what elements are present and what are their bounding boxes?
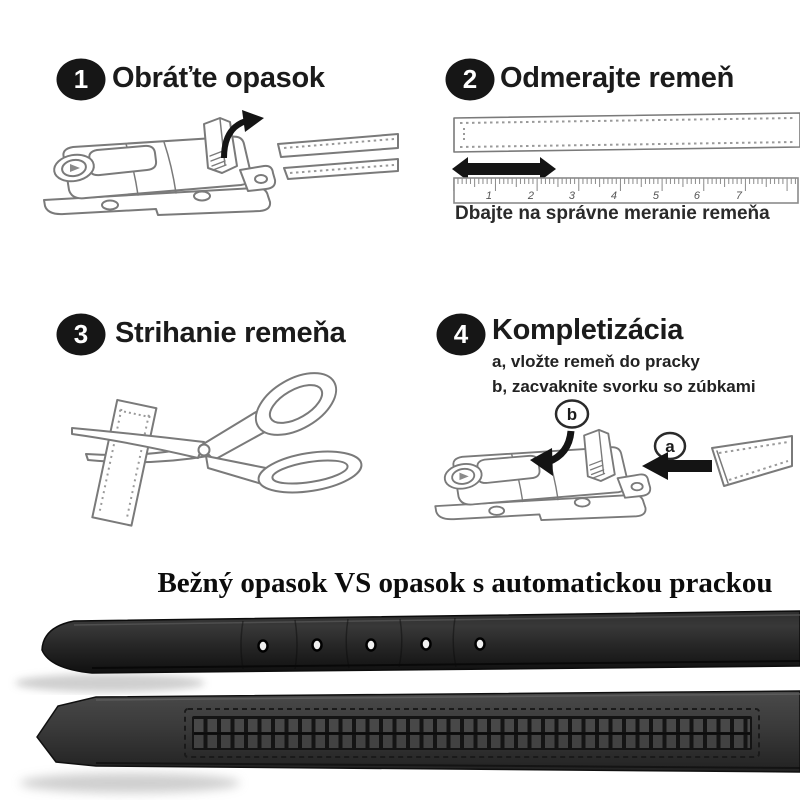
belt-strap-drawing: [278, 134, 398, 179]
cut-strap-end-drawing: [712, 436, 792, 486]
step-3-title: Strihanie remeňa: [115, 317, 346, 349]
step-4-substep-a: a, vložte remeň do pracky: [492, 352, 700, 371]
scissors-pivot-screw: [199, 445, 210, 456]
ruler-number: 2: [527, 190, 534, 202]
step-3-badge: [58, 315, 104, 354]
belt-shadow: [20, 773, 240, 793]
step-2-illustration: [452, 110, 800, 206]
scissors-handles: [199, 368, 365, 499]
ruler-number: 3: [568, 190, 575, 202]
step-4-illustration: [420, 398, 794, 542]
automatic-belt-photo: [0, 680, 800, 800]
ruler-number: 4: [610, 190, 617, 202]
step-4-substep-b: b, zacvaknite svorku so zúbkami: [492, 377, 756, 396]
step-4-number: 4: [453, 319, 469, 349]
step-2-badge: [447, 60, 493, 99]
step-1-illustration: [26, 104, 400, 232]
ratchet-track: [185, 709, 759, 757]
step-3-illustration: [58, 368, 380, 543]
step-4-title: Kompletizácia: [492, 314, 684, 346]
comparison-title: Bežný opasok VS opasok s automatickou prackou: [157, 567, 773, 599]
marker-a-letter: a: [665, 437, 675, 456]
ruler-number: 5: [652, 190, 659, 202]
step-1-number: 1: [73, 64, 89, 94]
step-1-badge: [58, 60, 104, 99]
step-1-title: Obráťte opasok: [112, 62, 325, 94]
step-2-caption: Dbajte na správne meranie remeňa: [455, 203, 770, 224]
step-2-title: Odmerajte remeň: [500, 62, 735, 94]
strap-drawing: [454, 113, 800, 152]
marker-b-letter: b: [566, 405, 578, 424]
ruler-number: 7: [735, 190, 742, 202]
marker-b-circle: [556, 401, 588, 428]
ruler-number: 6: [693, 190, 700, 202]
marker-a-circle: [655, 433, 685, 459]
buckle-drawing: [435, 430, 650, 520]
ruler-number: 1: [485, 190, 492, 202]
step-3-number: 3: [73, 319, 89, 349]
buckle-drawing: [44, 118, 275, 215]
step-2-number: 2: [462, 64, 478, 94]
step-4-badge: [438, 315, 484, 354]
ruler-drawing: [454, 178, 798, 203]
